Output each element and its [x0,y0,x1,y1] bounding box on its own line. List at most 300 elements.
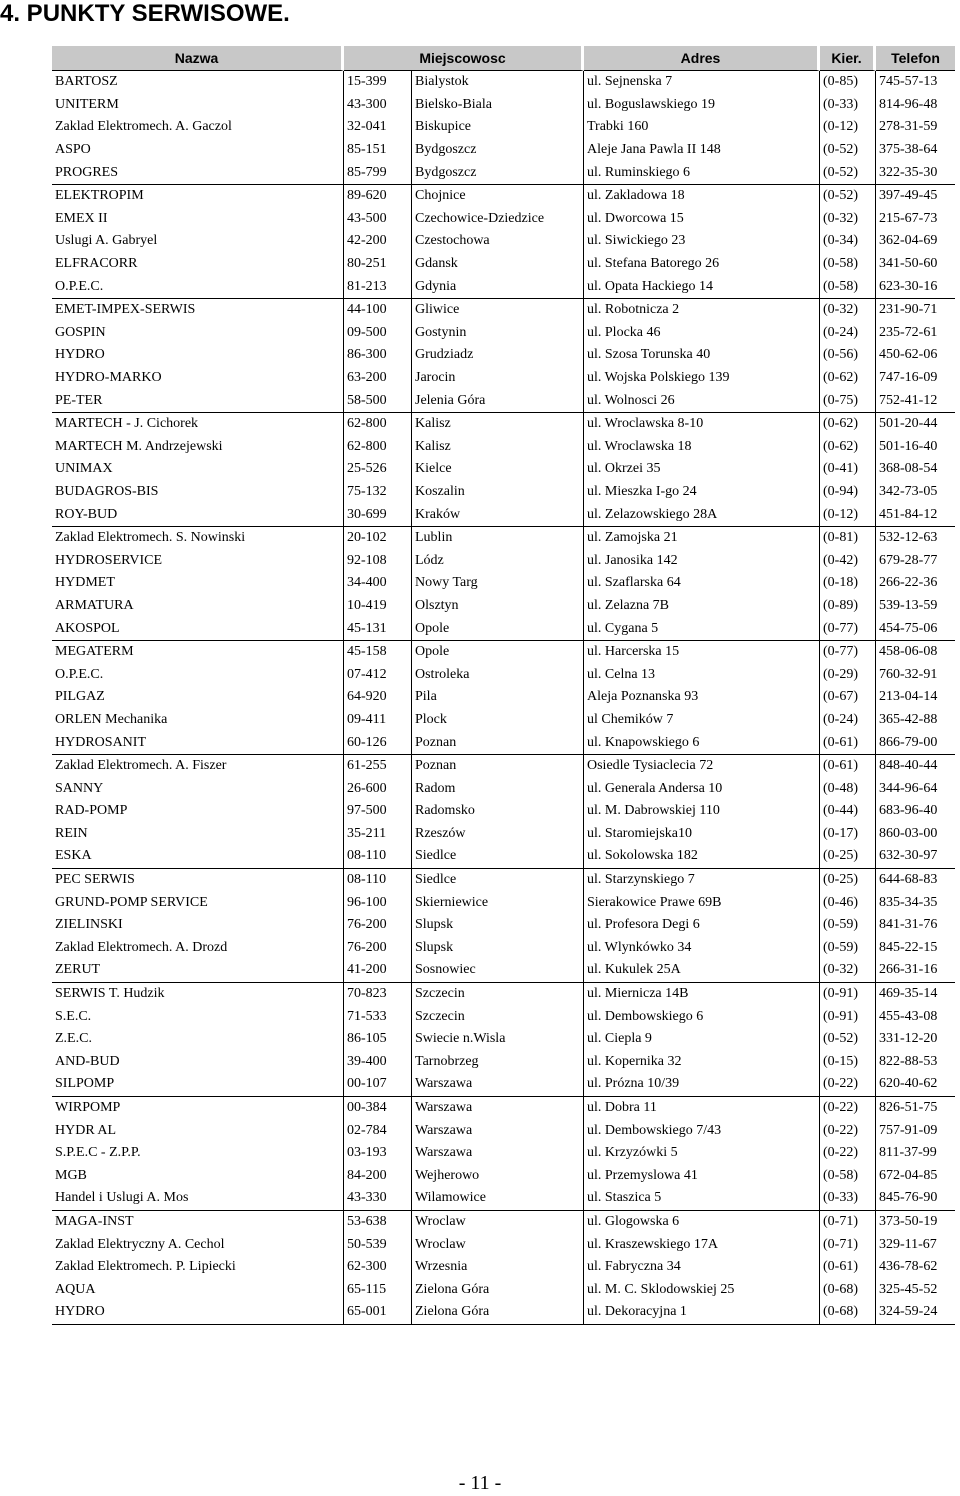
table-row [52,1301,955,1325]
cell-phone: 325-45-52 [879,1281,938,1297]
cell-area-code: (0-61) [820,1256,876,1279]
cell-phone: 329-11-67 [879,1236,937,1252]
cell-address: ul. Sejnenska 7 [584,71,820,94]
cell-city: Lublin [412,527,584,550]
cell-city: Poznan [412,731,584,755]
cell-area-code: (0-42) [820,549,876,572]
cell-address: ul. Dobra 11 [584,1097,820,1120]
cell-city: Ostroleka [412,663,584,686]
cell-address: Osiedle Tysiaclecia 72 [584,755,820,778]
cell-phone: 436-78-62 [879,1259,938,1275]
table-row [52,527,955,550]
table-row [52,503,955,527]
cell-address: ul Chemików 7 [584,709,820,732]
cell-name: ELFRACORR [52,253,344,276]
column-header-city: Miejscowosc [344,46,584,71]
cell-name: Zaklad Elektromech. A. Gaczol [52,116,344,139]
cell-city: Czechowice-Dziedzice [412,208,584,231]
cell-city: Opole [412,641,584,664]
cell-address: Sierakowice Prawe 69B [584,891,820,914]
cell-postal-code: 84-200 [344,1165,412,1188]
cell-city: Bielsko-Biala [412,94,584,117]
cell-city: Slupsk [412,914,584,937]
cell-city: Plock [412,709,584,732]
cell-area-code: (0-25) [820,845,876,869]
cell-phone: 331-12-20 [879,1031,938,1047]
cell-phone: 368-08-54 [879,461,938,477]
cell-phone: 679-28-77 [879,552,938,568]
cell-area-code: (0-22) [820,1119,876,1142]
cell-address: ul. Stefana Batorego 26 [584,253,820,276]
cell-name: Handel i Uslugi A. Mos [52,1187,344,1211]
cell-city: Kielce [412,458,584,481]
cell-city: Slupsk [412,937,584,960]
table-row [52,1028,955,1051]
cell-area-code: (0-71) [820,1233,876,1256]
cell-address: ul. Janosika 142 [584,549,820,572]
cell-area-code: (0-44) [820,800,876,823]
table-row [52,1278,955,1301]
table-row [52,458,955,481]
cell-city: Siedlce [412,845,584,869]
cell-address: ul. Opata Hackiego 14 [584,275,820,299]
cell-postal-code: 85-151 [344,139,412,162]
cell-area-code: (0-22) [820,1073,876,1097]
cell-city: Wilamowice [412,1187,584,1211]
cell-postal-code: 70-823 [344,983,412,1006]
cell-postal-code: 62-800 [344,413,412,436]
cell-postal-code: 00-384 [344,1097,412,1120]
cell-address: ul. Glogowska 6 [584,1211,820,1234]
cell-area-code: (0-32) [820,208,876,231]
cell-phone: 342-73-05 [879,483,938,499]
cell-phone: 324-59-24 [876,1301,955,1325]
cell-name: EMEX II [52,208,344,231]
cell-address: ul. Dekoracyjna 1 [584,1301,820,1325]
cell-address: ul. Dembowskiego 6 [584,1005,820,1028]
table-row [52,1142,955,1165]
cell-postal-code: 35-211 [344,823,412,846]
table-row [52,914,955,937]
cell-postal-code: 02-784 [344,1119,412,1142]
cell-city: Tarnobrzeg [412,1051,584,1074]
cell-address: ul. Prózna 10/39 [584,1073,820,1097]
cell-area-code: (0-89) [820,595,876,618]
cell-area-code: (0-46) [820,891,876,914]
cell-name: MEGATERM [52,641,344,664]
cell-name: PILGAZ [52,686,344,709]
cell-name: ARMATURA [52,595,344,618]
cell-area-code: (0-68) [820,1301,876,1325]
cell-address: ul. Przemyslowa 41 [584,1165,820,1188]
cell-postal-code: 08-110 [344,869,412,892]
table-row [52,161,955,185]
cell-phone: 231-90-71 [879,302,938,318]
cell-postal-code: 76-200 [344,914,412,937]
cell-postal-code: 58-500 [344,389,412,413]
cell-city: Kalisz [412,436,584,459]
cell-city: Koszalin [412,481,584,504]
cell-city: Skierniewice [412,891,584,914]
table-row [52,1211,955,1234]
cell-phone: 375-38-64 [879,142,938,158]
table-row [52,983,955,1006]
cell-address: ul. Staszica 5 [584,1187,820,1211]
cell-phone: 455-43-08 [879,1008,938,1024]
column-header-phone: Telefon [876,46,955,71]
cell-city: Gliwice [412,299,584,322]
table-row [52,253,955,276]
cell-postal-code: 39-400 [344,1051,412,1074]
cell-city: Czestochowa [412,230,584,253]
cell-postal-code: 92-108 [344,549,412,572]
table-row [52,367,955,390]
column-header-area-code: Kier. [820,46,876,71]
cell-postal-code: 86-300 [344,344,412,367]
cell-city: Kalisz [412,413,584,436]
cell-area-code: (0-25) [820,869,876,892]
cell-phone: 532-12-63 [879,530,938,546]
cell-address: ul. Miernicza 14B [584,983,820,1006]
cell-address: ul. Kraszewskiego 17A [584,1233,820,1256]
cell-area-code: (0-81) [820,527,876,550]
cell-address: ul. Wlynkówko 34 [584,937,820,960]
cell-name: HYDR AL [52,1119,344,1142]
cell-address: ul. Staromiejska10 [584,823,820,846]
cell-postal-code: 26-600 [344,777,412,800]
cell-phone: 860-03-00 [879,825,938,841]
cell-phone: 373-50-19 [879,1213,938,1229]
cell-area-code: (0-58) [820,275,876,299]
cell-name: Zaklad Elektromech. S. Nowinski [52,527,344,550]
cell-phone: 341-50-60 [879,256,938,272]
service-points-table [52,46,955,1325]
table-row [52,299,955,322]
cell-name: MGB [52,1165,344,1188]
cell-phone: 451-84-12 [876,503,955,527]
cell-city: Siedlce [412,869,584,892]
cell-city: Opole [412,617,584,641]
table-row [52,208,955,231]
cell-address: ul. Zelazowskiego 28A [584,503,820,527]
cell-address: ul. Zamojska 21 [584,527,820,550]
cell-postal-code: 62-300 [344,1256,412,1279]
cell-address: ul. Siwickiego 23 [584,230,820,253]
cell-city: Gdynia [412,275,584,299]
cell-city: Wroclaw [412,1233,584,1256]
cell-address: ul. Szaflarska 64 [584,572,820,595]
cell-city: Radom [412,777,584,800]
table-row [52,389,955,413]
cell-city: Wejherowo [412,1165,584,1188]
table-row [52,959,955,983]
cell-address: ul. Kukulek 25A [584,959,820,983]
cell-name: HYDROSERVICE [52,549,344,572]
table-row [52,731,955,755]
cell-area-code: (0-59) [820,937,876,960]
cell-area-code: (0-18) [820,572,876,595]
cell-name: ESKA [52,845,344,869]
table-row [52,116,955,139]
cell-phone: 322-35-30 [876,161,955,185]
cell-postal-code: 85-799 [344,161,412,185]
cell-postal-code: 89-620 [344,185,412,208]
table-row [52,1073,955,1097]
cell-postal-code: 10-419 [344,595,412,618]
cell-name: PEC SERWIS [52,869,344,892]
cell-address: ul. Ciepla 9 [584,1028,820,1051]
cell-address: ul. Starzynskiego 7 [584,869,820,892]
cell-area-code: (0-62) [820,367,876,390]
cell-name: PE-TER [52,389,344,413]
table-row [52,413,955,436]
cell-name: MARTECH M. Andrzejewski [52,436,344,459]
table-header-row [52,46,955,71]
cell-area-code: (0-17) [820,823,876,846]
table-row [52,71,955,94]
table-row [52,1187,955,1211]
cell-area-code: (0-12) [820,116,876,139]
cell-postal-code: 03-193 [344,1142,412,1165]
cell-area-code: (0-48) [820,777,876,800]
cell-phone: 450-62-06 [879,347,938,363]
cell-phone: 811-37-99 [879,1145,937,1161]
cell-phone: 278-31-59 [879,119,938,135]
table-row [52,1256,955,1279]
cell-area-code: (0-62) [820,413,876,436]
cell-area-code: (0-52) [820,185,876,208]
cell-postal-code: 43-500 [344,208,412,231]
table-row [52,823,955,846]
cell-name: REIN [52,823,344,846]
cell-city: Wroclaw [412,1211,584,1234]
cell-name: HYDMET [52,572,344,595]
cell-phone: 235-72-61 [879,324,938,340]
cell-address: Trabki 160 [584,116,820,139]
cell-city: Jelenia Góra [412,389,584,413]
cell-postal-code: 76-200 [344,937,412,960]
cell-name: GRUND-POMP SERVICE [52,891,344,914]
cell-name: S.P.E.C - Z.P.P. [52,1142,344,1165]
cell-name: PROGRES [52,161,344,185]
cell-postal-code: 60-126 [344,731,412,755]
cell-phone: 344-96-64 [879,780,938,796]
cell-address: ul. Okrzei 35 [584,458,820,481]
table-row [52,481,955,504]
cell-phone: 814-96-48 [879,96,938,112]
cell-city: Nowy Targ [412,572,584,595]
cell-phone: 745-57-13 [879,74,938,90]
cell-phone: 747-16-09 [879,370,938,386]
table-row [52,709,955,732]
cell-postal-code: 08-110 [344,845,412,869]
cell-area-code: (0-56) [820,344,876,367]
cell-city: Warszawa [412,1119,584,1142]
cell-name: ELEKTROPIM [52,185,344,208]
cell-city: Zielona Góra [412,1278,584,1301]
cell-phone: 397-49-45 [879,188,938,204]
cell-postal-code: 42-200 [344,230,412,253]
table-row [52,755,955,778]
cell-postal-code: 61-255 [344,755,412,778]
column-header-name: Nazwa [52,46,344,71]
cell-area-code: (0-71) [820,1211,876,1234]
cell-city: Biskupice [412,116,584,139]
cell-area-code: (0-61) [820,755,876,778]
cell-city: Pila [412,686,584,709]
cell-postal-code: 09-411 [344,709,412,732]
cell-city: Swiecie n.Wisla [412,1028,584,1051]
cell-city: Sosnowiec [412,959,584,983]
table-row [52,777,955,800]
table-row [52,1233,955,1256]
cell-address: ul. Cygana 5 [584,617,820,641]
cell-name: MAGA-INST [52,1211,344,1234]
cell-name: Zaklad Elektromech. A. Fiszer [52,755,344,778]
table-row [52,1165,955,1188]
cell-address: ul. Knapowskiego 6 [584,731,820,755]
cell-name: UNIMAX [52,458,344,481]
page-number: - 11 - [458,1472,502,1494]
cell-address: ul. Ruminskiego 6 [584,161,820,185]
cell-phone: 848-40-44 [879,758,938,774]
cell-name: Zaklad Elektromech. P. Lipiecki [52,1256,344,1279]
cell-phone: 845-76-90 [876,1187,955,1211]
table-row [52,230,955,253]
cell-name: EMET-IMPEX-SERWIS [52,299,344,322]
cell-name: ASPO [52,139,344,162]
cell-name: SANNY [52,777,344,800]
cell-area-code: (0-91) [820,983,876,1006]
cell-phone: 620-40-62 [876,1073,955,1097]
cell-area-code: (0-24) [820,709,876,732]
cell-area-code: (0-52) [820,1028,876,1051]
cell-area-code: (0-34) [820,230,876,253]
cell-name: Zaklad Elektryczny A. Cechol [52,1233,344,1256]
cell-address: ul. Zakladowa 18 [584,185,820,208]
cell-area-code: (0-33) [820,94,876,117]
cell-name: AQUA [52,1278,344,1301]
cell-phone: 454-75-06 [876,617,955,641]
cell-postal-code: 71-533 [344,1005,412,1028]
cell-phone: 683-96-40 [879,803,938,819]
cell-address: Aleja Poznanska 93 [584,686,820,709]
table-row [52,641,955,664]
cell-address: ul. Dembowskiego 7/43 [584,1119,820,1142]
cell-city: Kraków [412,503,584,527]
cell-postal-code: 45-131 [344,617,412,641]
table-row [52,322,955,345]
cell-name: UNITERM [52,94,344,117]
cell-phone: 215-67-73 [879,210,938,226]
cell-city: Warszawa [412,1073,584,1097]
cell-postal-code: 97-500 [344,800,412,823]
cell-name: HYDRO-MARKO [52,367,344,390]
cell-postal-code: 41-200 [344,959,412,983]
cell-address: ul. Szosa Torunska 40 [584,344,820,367]
cell-city: Warszawa [412,1142,584,1165]
table-row [52,1119,955,1142]
cell-city: Gostynin [412,322,584,345]
cell-phone: 458-06-08 [879,644,938,660]
cell-area-code: (0-29) [820,663,876,686]
cell-name: ORLEN Mechanika [52,709,344,732]
cell-city: Szczecin [412,983,584,1006]
cell-area-code: (0-22) [820,1097,876,1120]
cell-name: HYDRO [52,1301,344,1325]
cell-area-code: (0-62) [820,436,876,459]
table-row [52,139,955,162]
cell-phone: 632-30-97 [876,845,955,869]
cell-area-code: (0-61) [820,731,876,755]
cell-area-code: (0-75) [820,389,876,413]
cell-phone: 266-22-36 [879,575,938,591]
cell-area-code: (0-52) [820,161,876,185]
table-row [52,845,955,869]
cell-area-code: (0-77) [820,617,876,641]
cell-name: SERWIS T. Hudzik [52,983,344,1006]
cell-city: Bydgoszcz [412,161,584,185]
cell-phone: 866-79-00 [876,731,955,755]
cell-postal-code: 65-115 [344,1278,412,1301]
cell-name: HYDRO [52,344,344,367]
cell-city: Jarocin [412,367,584,390]
cell-address: ul. Plocka 46 [584,322,820,345]
cell-area-code: (0-32) [820,299,876,322]
cell-city: Poznan [412,755,584,778]
cell-address: ul. Wolnosci 26 [584,389,820,413]
cell-phone: 822-88-53 [879,1053,938,1069]
cell-address: ul. Krzyzówki 5 [584,1142,820,1165]
cell-address: ul. Wroclawska 8-10 [584,413,820,436]
cell-phone: 752-41-12 [876,389,955,413]
cell-phone: 623-30-16 [876,275,955,299]
cell-address: ul. Robotnicza 2 [584,299,820,322]
cell-address: ul. Zelazna 7B [584,595,820,618]
cell-phone: 539-13-59 [879,597,938,613]
cell-postal-code: 50-539 [344,1233,412,1256]
cell-area-code: (0-41) [820,458,876,481]
cell-phone: 672-04-85 [879,1167,938,1183]
cell-address: ul. Profesora Degi 6 [584,914,820,937]
cell-address: ul. Generala Andersa 10 [584,777,820,800]
cell-area-code: (0-52) [820,139,876,162]
cell-address: Aleje Jana Pawla II 148 [584,139,820,162]
cell-name: WIRPOMP [52,1097,344,1120]
cell-area-code: (0-32) [820,959,876,983]
cell-postal-code: 20-102 [344,527,412,550]
cell-address: ul. Celna 13 [584,663,820,686]
table-row [52,185,955,208]
cell-phone: 266-31-16 [876,959,955,983]
cell-phone: 757-91-09 [879,1122,938,1138]
cell-area-code: (0-12) [820,503,876,527]
table-row [52,1097,955,1120]
cell-area-code: (0-33) [820,1187,876,1211]
table-row [52,686,955,709]
cell-name: BUDAGROS-BIS [52,481,344,504]
cell-phone: 845-22-15 [879,939,938,955]
cell-postal-code: 81-213 [344,275,412,299]
cell-phone: 501-16-40 [879,438,938,454]
cell-postal-code: 44-100 [344,299,412,322]
cell-postal-code: 00-107 [344,1073,412,1097]
cell-name: RAD-POMP [52,800,344,823]
table-row [52,891,955,914]
cell-city: Radomsko [412,800,584,823]
cell-name: O.P.E.C. [52,663,344,686]
cell-phone: 501-20-44 [879,416,938,432]
